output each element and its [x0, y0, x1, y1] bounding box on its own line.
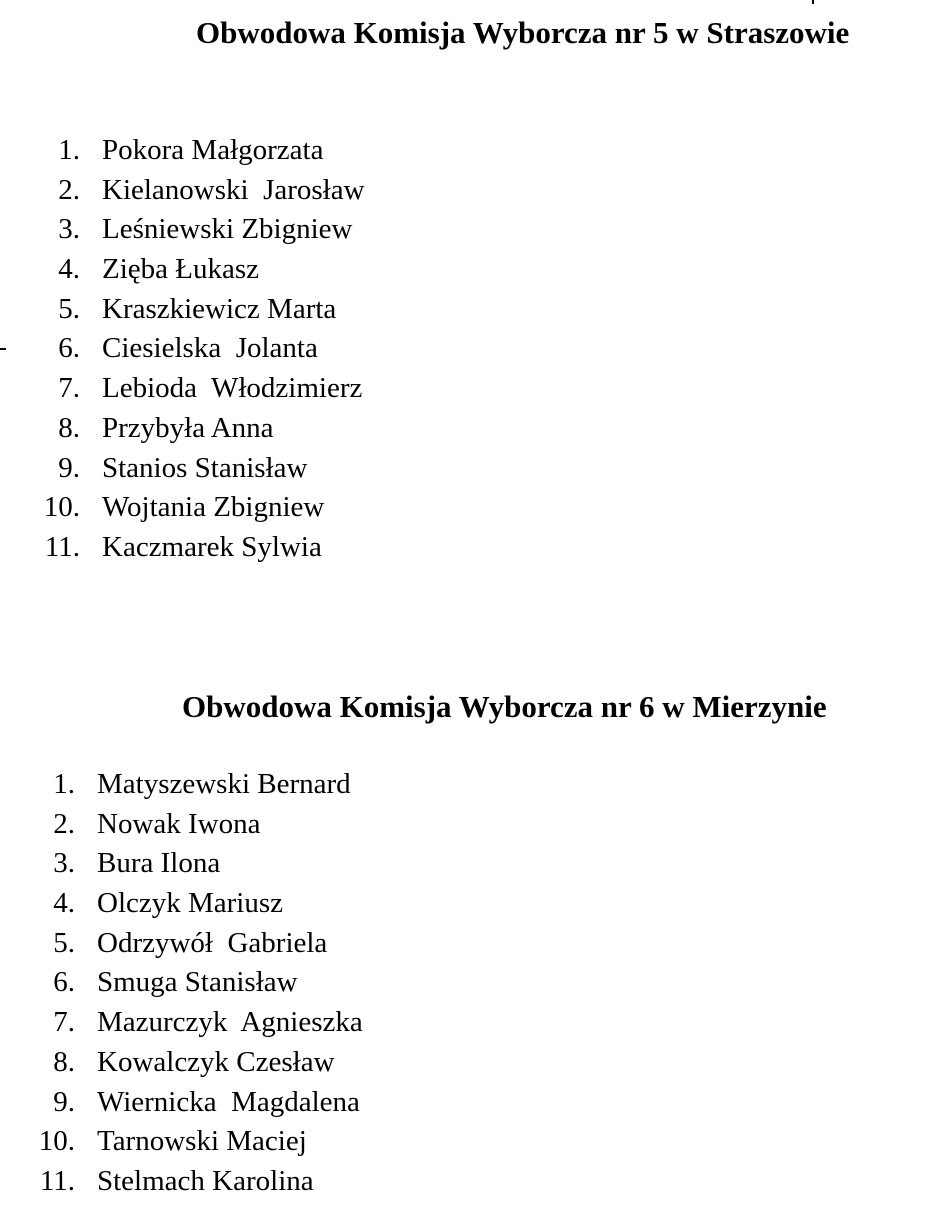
list-item-number: 7.: [53, 1006, 75, 1039]
list-item-number: 2.: [58, 173, 80, 206]
scan-artifact-top: [812, 0, 814, 4]
member-name: Kowalczyk Czesław: [97, 1045, 335, 1078]
list-item-number: 3.: [58, 213, 80, 246]
member-name: Kielanowski Jarosław: [102, 173, 365, 206]
member-name: Smuga Stanisław: [97, 966, 298, 999]
member-name: Kaczmarek Sylwia: [102, 530, 322, 563]
member-name: Nowak Iwona: [97, 807, 261, 840]
member-name: Mazurczyk Agnieszka: [97, 1006, 363, 1039]
list-item-number: 11.: [44, 530, 80, 563]
list-item-number: 2.: [53, 807, 75, 840]
member-name: Pokora Małgorzata: [102, 134, 324, 166]
list-item-number: 1.: [53, 768, 75, 800]
member-name: Leśniewski Zbigniew: [102, 213, 353, 246]
member-name: Stelmach Karolina: [97, 1164, 314, 1197]
member-name: Bura Ilona: [97, 847, 221, 880]
list-item-number: 7.: [58, 372, 80, 405]
list-item-number: 5.: [58, 292, 80, 325]
list-item-number: 9.: [53, 1085, 75, 1118]
member-name: Kraszkiewicz Marta: [102, 292, 337, 325]
member-name: Lebioda Włodzimierz: [102, 372, 363, 405]
list-item-number: 10.: [38, 1125, 75, 1158]
list-item-number: 11.: [39, 1164, 75, 1197]
list-item-number: 3.: [53, 847, 75, 880]
member-name: Ciesielska Jolanta: [102, 332, 318, 365]
list-item-number: 5.: [53, 926, 75, 959]
committee-title: Obwodowa Komisja Wyborcza nr 6 w Mierzynie: [182, 689, 827, 724]
list-item-number: 4.: [53, 887, 75, 920]
list-item-number: 8.: [53, 1045, 75, 1078]
member-name: Olczyk Mariusz: [97, 887, 284, 920]
scan-artifact-left: [0, 348, 6, 350]
member-name: Matyszewski Bernard: [97, 768, 351, 800]
member-name: Wiernicka Magdalena: [97, 1085, 360, 1118]
member-name: Zięba Łukasz: [102, 253, 260, 286]
list-item-number: 9.: [58, 451, 80, 484]
list-item-number: 6.: [58, 332, 80, 365]
member-name: Odrzywół Gabriela: [97, 926, 328, 959]
member-name: Tarnowski Maciej: [97, 1125, 307, 1158]
list-item-number: 10.: [43, 491, 80, 524]
member-name: Przybyła Anna: [102, 411, 274, 444]
member-name: Wojtania Zbigniew: [102, 491, 325, 524]
list-item-number: 4.: [58, 253, 80, 286]
list-item-number: 8.: [58, 411, 80, 444]
member-name: Stanios Stanisław: [102, 451, 308, 484]
list-item-number: 6.: [53, 966, 75, 999]
committee-title: Obwodowa Komisja Wyborcza nr 5 w Straszowie: [196, 15, 850, 50]
list-item-number: 1.: [58, 134, 80, 166]
